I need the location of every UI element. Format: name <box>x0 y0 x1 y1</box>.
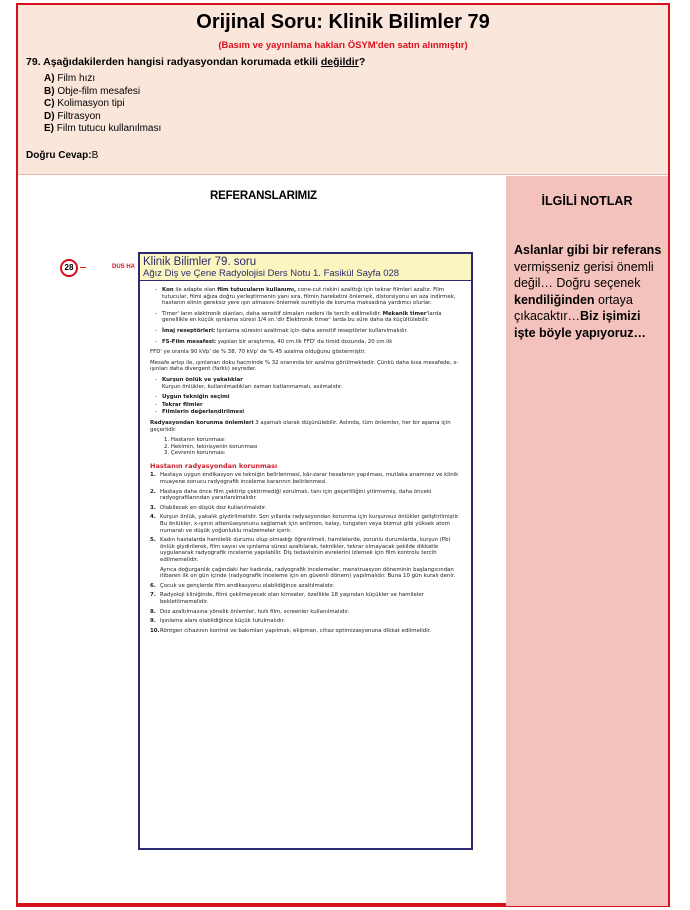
option-letter: E) <box>44 123 54 134</box>
paragraph: Mesafe artışı ile, ışınlanan doku hacminde % 32 oranında bir azalma görülmektedir. Çünkü daha kısa mesafede, x-ışınları daha divergent (farklı) seyreder. <box>150 359 459 373</box>
list-item <box>150 567 462 580</box>
list-item <box>150 537 462 563</box>
list-item: - İmaj reseptörleri: Işınlama süresini azaltmak için daha sensitif reseptörler kullanılmalıdır. <box>155 327 408 334</box>
list-item: - Kurşun önlük ve yakalıklar Kurşun önlükler, kullanılmadıkları zaman katlanmamalı, asılmalıdır. <box>155 376 343 390</box>
copyright-note: (Basım ve yayınlama hakları ÖSYM'den satın alınmıştır) <box>218 40 468 51</box>
item-number: 1. <box>150 472 156 479</box>
list-item <box>150 618 462 625</box>
option-text: Kolimasyon tipi <box>54 98 125 109</box>
notes-text <box>514 242 664 341</box>
term: Tekrar filmler <box>162 401 203 408</box>
option-a <box>44 73 161 86</box>
emphasis: Aslanlar gibi bir referans <box>514 243 662 257</box>
page-frame <box>16 3 670 907</box>
option-text: Filtrasyon <box>54 110 101 122</box>
option-e <box>44 123 161 136</box>
list-item: 1. Hastanın korunması <box>164 437 225 444</box>
text: Hastaya uygun endikasyon ve tekniğin belirlenmesi, kâr-zarar hesabının yapılması, mutlaka anamnez ve klinik muayene sonucu radyografik inceleme kararının belirlenmesi. <box>160 472 459 486</box>
option-letter: B) <box>44 85 55 97</box>
list-item: - Filmlerin değerlendirilmesi <box>155 409 245 416</box>
option-letter: C) <box>44 98 55 109</box>
list-item: 2. Hekimin, teknisyenin korunması <box>164 443 258 450</box>
item-number: 6. <box>150 582 156 589</box>
list-item <box>150 592 462 605</box>
text: Kadın hastalarda hamilelik durumu olup olmadığı öğrenilmeli, hamilelerde, zorunlu durumlarda, kurşun (Pb) önlük giydirilerek, film sayısı ve ışınlama süresi azaltılarak, teknikler, tekrar olmayacak şekilde dikkatle uygulanarak radyografik inceleme yapılabilir. Diş tedavisinin evrelerini izlemek için film kontrolu tercih edilmemelidir. <box>160 537 451 563</box>
item-number: 8. <box>150 608 156 615</box>
item-number: 2. <box>150 488 156 495</box>
text: ile adapte olan <box>173 287 218 293</box>
reference-excerpt <box>150 287 462 637</box>
reference-header <box>140 254 471 281</box>
list-item: - FS-Film mesafesi: yapılan bir araştırma, 40 cm.lik FFD' da tiroid dozunda, 20 cm.lik <box>155 338 393 345</box>
term: Radyasyondan korunma önlemleri <box>150 419 254 426</box>
question-emphasis: değildir <box>320 56 359 68</box>
term: Mekanik timer <box>382 310 427 317</box>
text: ortaya çıkacaktır… <box>514 292 633 323</box>
text: 'larda genellikle en küçük ışınlama süresi 1/4 sn.'dir Elektronik timer' larda bu süre daha da küçültülebilir. <box>162 310 442 324</box>
paragraph <box>150 420 462 433</box>
term: Filmlerin değerlendirilmesi <box>162 409 245 416</box>
question-suffix: ? <box>358 56 366 68</box>
text: Işınlama süresini azaltmak için daha sensitif reseptörler kullanılmalıdır. <box>215 327 408 334</box>
list-item: - Uygun tekniğin seçimi <box>155 394 230 401</box>
list-item <box>150 583 462 590</box>
text: Timer' ların elektronik olanları, daha sensitif olmaları nedeni ile tercih edilmelidir. <box>162 310 383 317</box>
list-item <box>150 514 462 534</box>
list-item: - Tekrar filmler <box>155 401 203 408</box>
option-c <box>44 98 161 111</box>
item-number: 5. <box>150 537 156 544</box>
book-running-header: DUS HA <box>112 264 136 270</box>
notes-heading: İLGİLİ NOTLAR <box>541 194 633 208</box>
text: yapılan bir araştırma, 40 cm.lik FFD' da tiroid dozunda, 20 cm.lik <box>216 338 393 345</box>
term: Kon <box>162 287 174 293</box>
text: Kurşun önlük, yakalık giydirilmelidir. Son yıllarda radyasyondan korunma için kurşunsuz önlükler geliştirilmiştir. Bu önlükler, x-ışının attenüasyonunu sağlamak için antimon, kalay, tungsten veya bizmut gibi yüksek atom numaralı ve düşük yoğunluklu malzemeler içerir. <box>160 514 460 534</box>
option-letter: A) <box>44 73 55 84</box>
text: cone-cut riskini azalttığı için tekrar filmleri azaltır. Film tutucular, filmi ağıza doğru yerleştirmenin yanı sıra, filmin hareketini önlemek, distorsiyonu en aza indirmek, hastanın elinin gereksiz yere ışın almasını önlemek suretiyle de koruma maksadına yardımcı olurlar. <box>162 287 456 307</box>
question-prefix: 79. Aşağıdakilerden hangisi radyasyondan korumada etkili <box>26 56 321 68</box>
term: Kurşun önlük ve yakalıklar <box>162 376 243 383</box>
text: Olabilecek en düşük doz kullanılmalıdır. <box>160 504 267 511</box>
answer-label: Doğru Cevap: <box>26 150 92 161</box>
list-item <box>150 489 462 502</box>
related-notes <box>506 176 668 906</box>
text: Hastaya daha önce film çektirip çektirmediği sorulmalı, tanı için geçerliliğini yitirmemiş, daha önceki radyografilarından yararlanılmalıdır. <box>160 488 432 502</box>
text: 3 aşamalı olarak düşünülebilir. Aslında, tüm önlemler, her bir aşama için geçerlidir. <box>150 419 451 433</box>
emphasis: Biz işimizi işte böyle yapıyoruz… <box>514 309 646 340</box>
item-number: 9. <box>150 618 156 625</box>
term: film tutucuların kullanımı, <box>217 287 297 293</box>
term: Uygun tekniğin seçimi <box>162 394 230 401</box>
option-b <box>44 86 161 99</box>
correct-answer <box>26 150 98 161</box>
text: Işınlama alanı olabildiğince küçük tutulmalıdır. <box>160 618 285 625</box>
text: Doz azaltılmasına yönelik önlemler, hızlı film, screenler kullanılmalıdır. <box>160 608 350 615</box>
term: FS-Film mesafesi: <box>162 338 217 345</box>
paragraph: FFD' ye oranla 90 kVp' de % 38, 70 kVp' de % 45 azalma olduğunu göstermiştir. <box>150 349 366 356</box>
page-marker-line <box>80 267 86 268</box>
list-item <box>150 628 462 635</box>
answer-options <box>44 73 161 136</box>
option-text: Film hızı <box>54 73 96 84</box>
text: vermişseniz gerisi önemli değil… Doğru seçenek <box>514 259 654 290</box>
reference-source: Ağız Diş ve Çene Radyolojisi Ders Notu 1. Fasikül Sayfa 028 <box>143 268 400 279</box>
text: Çocuk ve gençlerde film endikasyonu olabildiğince azaltılmalıdır. <box>160 582 335 589</box>
item-number <box>150 567 160 580</box>
option-text: Film tutucu kullanılması <box>54 123 162 134</box>
item-number: 10. <box>150 627 160 634</box>
section-heading: Hastanın radyasyondan korunması <box>150 461 278 470</box>
text: Ayrıca doğurganlık çağındaki her kadında, radyografik incelemeler, menstruasyon döneminin başlangıcından itibaren ilk on gün içinde (radyografik inceleme için en güvenli dönem) yapılmalıdır. Buna 10 gün kuralı denir. <box>160 566 456 580</box>
list-item <box>150 505 462 512</box>
option-text: Obje-film mesafesi <box>54 85 141 97</box>
list-item <box>150 609 462 616</box>
page-title: Orijinal Soru: Klinik Bilimler 79 <box>196 11 490 33</box>
question-header <box>18 5 668 175</box>
question-text <box>26 56 365 68</box>
list-item: 3. Çevrenin korunması <box>164 450 225 457</box>
text: Röntgen cihazının kontrol ve bakımları yapılmalı, ekipman, cihaz optimizasyonuna dikkat edilmelidir. <box>160 627 432 634</box>
item-number: 3. <box>150 504 156 511</box>
reference-document <box>138 252 473 850</box>
text: Radyoloji kliniğinde, filmi çekilmeyecek olan kimseler, özellikle 18 yaşından küçükler ve hamileler bekletilmemelidir. <box>160 592 424 605</box>
answer-value: B <box>91 150 99 161</box>
item-number: 7. <box>150 592 156 599</box>
reference-title: Klinik Bilimler 79. soru <box>143 256 257 268</box>
emphasis: kendiliğinden <box>514 292 595 307</box>
list-item: - Kon ile adapte olan film tutucuların kullanımı, cone-cut riskini azalttığı için tekrar filmleri azaltır. Film tutucular, filmi ağıza doğru yerleştirmenin yanı sıra, filmin hareketini önlemek, distorsiyonu en aza indirmek, hastanın elinin gereksiz yere ışın almasını önlemek suretiyle de koruma maksadına yardımcı olurlar. <box>155 287 456 307</box>
list-item <box>150 472 462 485</box>
references-heading: REFERANSLARIMIZ <box>210 190 317 202</box>
item-number: 4. <box>150 514 156 521</box>
option-letter: D) <box>44 110 55 122</box>
text: Kurşun önlükler, kullanılmadıkları zaman katlanmamalı, asılmalıdır. <box>162 383 343 390</box>
option-d <box>44 111 161 124</box>
list-item: - Timer' ların elektronik olanları, daha sensitif olmaları nedeni ile tercih edilmelidir. Mekanik timer'larda genellikle en küçük ışınlama süresi 1/4 sn.'dir Elektronik timer' larda bu süre daha da küçültülebilir. <box>155 310 442 324</box>
term: İmaj reseptörleri: <box>162 327 216 334</box>
stage-list <box>150 437 462 457</box>
book-page-number: 28 <box>60 259 78 277</box>
